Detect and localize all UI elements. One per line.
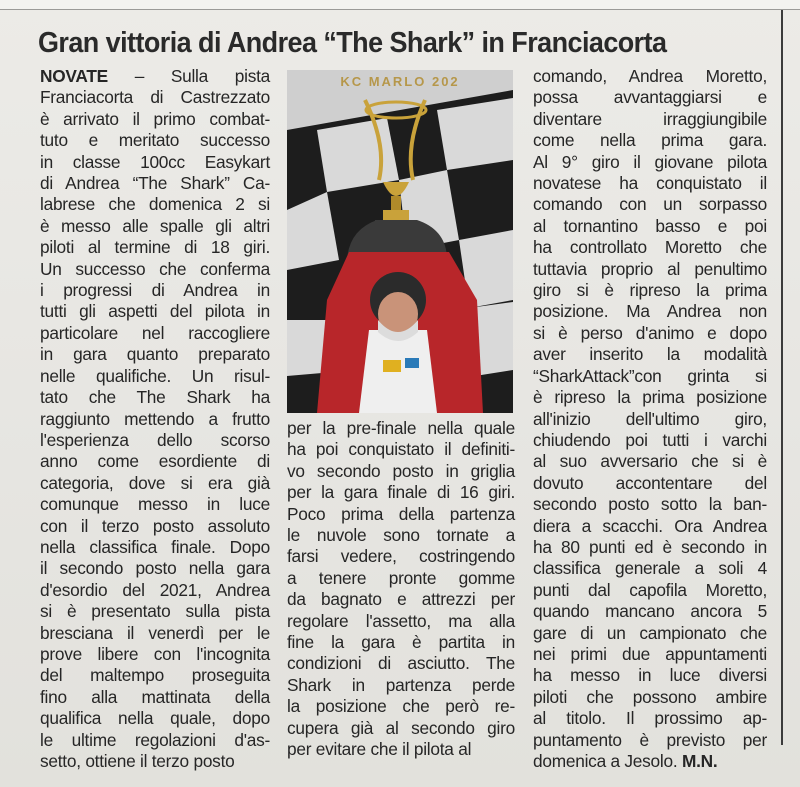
column-rule [781, 10, 783, 745]
article-line: puntamento è previsto per [533, 729, 767, 750]
article-line: è ripreso la prima posizione [533, 387, 767, 408]
article-line: categoria, dove si era già [40, 472, 270, 493]
article-line: fine la gara è partita in [287, 632, 515, 653]
article-line: giro si è ripreso la prima [533, 280, 767, 301]
article-line: secondo posto sotto la ban- [533, 494, 767, 515]
article-line: ha controllato Moretto che [533, 237, 767, 258]
article-line: Shark in partenza perde [287, 674, 515, 695]
article-line: l'esperienza dello scorso [40, 429, 270, 450]
article-line: al titolo. Il prossimo ap- [533, 708, 767, 729]
byline: M.N. [681, 751, 718, 771]
article-line: in gara quanto preparato [40, 344, 270, 365]
article-line: ha 80 punti ed è secondo in [533, 536, 767, 557]
article-line: Al 9° giro il giovane pilota [533, 151, 767, 172]
article-line: da bagnato e attrezzi per [287, 589, 515, 610]
article-line: qualifica nella quale, dopo [40, 708, 270, 729]
article-line: si è perso d'animo e dopo [533, 322, 767, 343]
article-line: possa avvantaggiarsi e [533, 87, 767, 108]
article-line: al tornantino basso e poi [533, 215, 767, 236]
article-line: si è presentato sulla pista [40, 601, 270, 622]
trophy-photo [287, 70, 513, 413]
article-line: condizioni di asciutto. The [287, 653, 515, 674]
dateline: NOVATE [40, 66, 108, 86]
headline: Gran vittoria di Andrea “The Shark” in Franciacorta [38, 27, 667, 59]
article-line: quando mancano ancora 5 [533, 601, 767, 622]
article-line: classifica generale a soli 4 [533, 558, 767, 579]
article-line: del maltempo proseguita [40, 665, 270, 686]
article-line: per evitare che il pilota al [287, 739, 472, 760]
article-line: piloti al termine di 18 giri. [40, 237, 270, 258]
article-line: tuto e meritato successo [40, 130, 270, 151]
top-rule [0, 0, 800, 10]
article-line: le nuvole sono tornate a [287, 525, 515, 546]
article-line: è messo alle spalle gli altri [40, 215, 270, 236]
article-line: comunque messo in luce [40, 494, 270, 515]
article-line: gare di un campionato che [533, 622, 767, 643]
article-line: Franciacorta di Castrezzato [40, 87, 270, 108]
article-line: tutti gli aspetti del pilota in [40, 301, 270, 322]
article-line: labrese che domenica 2 si [40, 194, 270, 215]
article-line: in classe 100cc Easykart [40, 151, 270, 172]
article-line: nella classifica finale. Dopo [40, 536, 270, 557]
article-line: al suo avversario che si è [533, 451, 767, 472]
article-line: ha poi conquistato il definiti- [287, 439, 515, 460]
article-line: la posizione che però re- [287, 696, 515, 717]
article-line: d'esordio del 2021, Andrea [40, 579, 270, 600]
article-line: tuttavia proprio al penultimo [533, 258, 767, 279]
article-line: per la pre-finale nella quale [287, 418, 515, 438]
article-line: raggiunto mettendo a frutto [40, 408, 270, 429]
article-line: bresciana il venerdì per le [40, 622, 270, 643]
article-line: vo secondo posto in griglia [287, 460, 515, 481]
photo-banner-text: KC MARLO 202 [340, 74, 460, 89]
article-line: diera a scacchi. Ora Andrea [533, 515, 767, 536]
article-line: setto, ottiene il terzo posto [40, 751, 235, 771]
article-line: con il terzo posto assoluto [40, 515, 270, 536]
article-line: comando con un sorpasso [533, 194, 767, 215]
article-line: all'inizio dell'ultimo giro, [533, 408, 767, 429]
article-line: posizione. Ma Andrea non [533, 301, 767, 322]
article-line: dovuto accontentare del [533, 472, 767, 493]
article-line: regolare l'assetto, ma alla [287, 610, 515, 631]
article-line: i progressi di Andrea in [40, 280, 270, 301]
article-line: tato che The Shark ha [40, 387, 270, 408]
article-line: particolare nel raccogliere [40, 322, 270, 343]
article-line: nelle qualifiche. Un risul- [40, 365, 270, 386]
article-line: ha messo in luce diversi [533, 665, 767, 686]
article-line: novatese ha conquistato il [533, 173, 767, 194]
article-line: a tenere pronte gomme [287, 567, 515, 588]
article-line: comando, Andrea Moretto, [533, 66, 767, 86]
article-line: prove libere con l'incognita [40, 643, 270, 664]
article-line: di Andrea “The Shark” Ca- [40, 173, 270, 194]
article-line: fino alla mattinata della [40, 686, 270, 707]
article-line: piloti che possono ambire [533, 686, 767, 707]
article-line: diventare irraggiungibile [533, 108, 767, 129]
article-line: Poco prima della partenza [287, 503, 515, 524]
article-line: farsi vedere, costringendo [287, 546, 515, 567]
article-line: il secondo posto nella gara [40, 558, 270, 579]
article-column-1 [40, 66, 270, 772]
article-line: è arrivato il primo combat- [40, 108, 270, 129]
article-line: come nella prima gara. [533, 130, 767, 151]
article-line: le ultime regolazioni d'as- [40, 729, 270, 750]
photo-illustration [287, 70, 513, 413]
article-line: “SharkAttack”con grinta si [533, 365, 767, 386]
article-line: punti dal capofila Moretto, [533, 579, 767, 600]
article-column-3 [533, 66, 767, 772]
article-column-2 [287, 418, 515, 761]
article-line: anno come esordiente di [40, 451, 270, 472]
article-line: cupera già al secondo giro [287, 717, 515, 738]
article-line: aver inserito la modalità [533, 344, 767, 365]
article-line: nei primi due appuntamenti [533, 643, 767, 664]
article-line: Un successo che conferma [40, 258, 270, 279]
article-line: domenica a Jesolo. M.N. [533, 751, 718, 771]
article-line: per la gara finale di 16 giri. [287, 482, 515, 503]
article-line: chiudendo poi tutti i varchi [533, 429, 767, 450]
article-line: NOVATE – Sulla pista [40, 66, 270, 86]
